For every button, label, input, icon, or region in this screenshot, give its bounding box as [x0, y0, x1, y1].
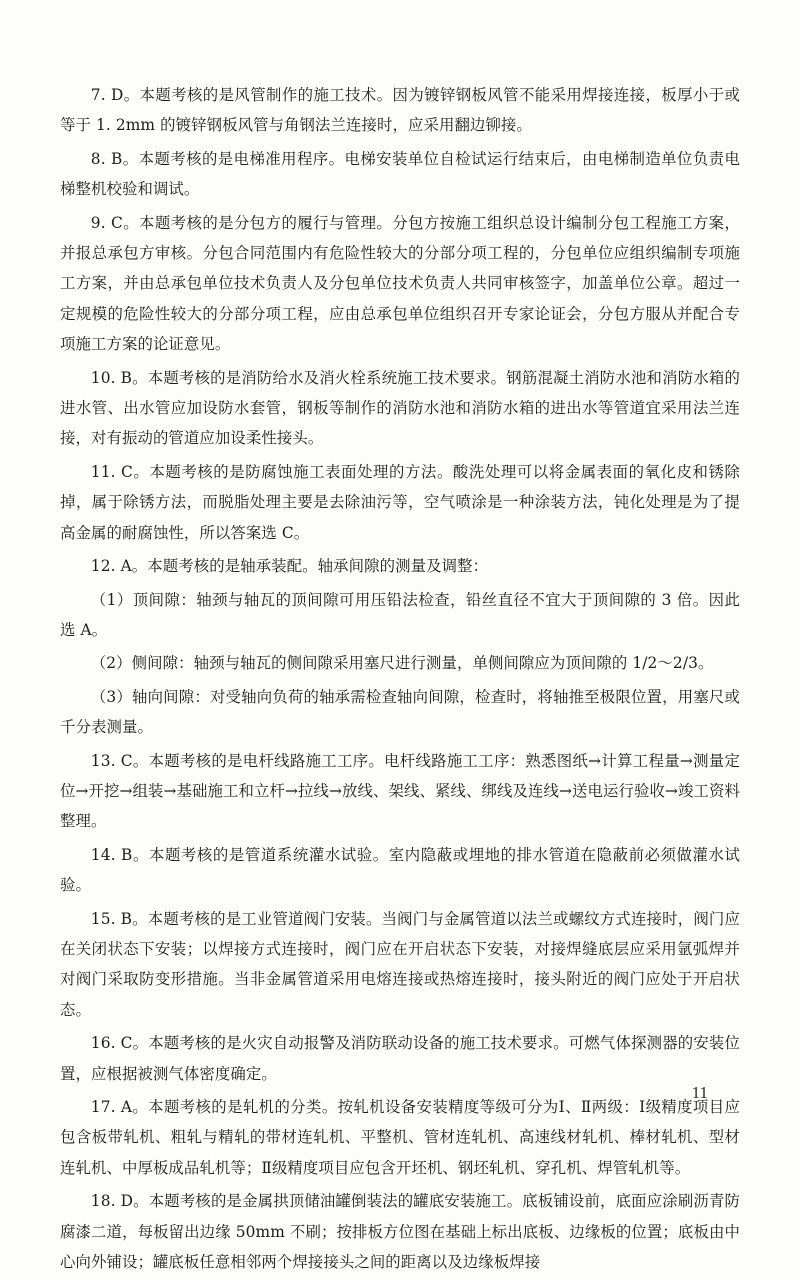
- answer-18: 18. D。本题考核的是金属拱顶储油罐倒装法的罐底安装施工。底板铺设前，底面应涂刷沥青防腐漆二道，每板留出边缘 50mm 不刷；按排板方位图在基础上标出底板、边缘板的位置；底板由中心向外铺设；罐底板任意相邻两个焊接接头之间的距离以及边缘板焊接: [60, 1192, 740, 1272]
- answer-11: 11. C。本题考核的是防腐蚀施工表面处理的方法。酸洗处理可以将金属表面的氧化皮和锈除掉，属于除锈方法，而脱脂处理主要是去除油污等，空气喷涂是一种涂装方法，钝化处理是为了提高金属的耐腐蚀性，所以答案选 C。: [60, 462, 740, 542]
- answer-12-axial-clearance: （3）轴向间隙：对受轴向负荷的轴承需检查轴向间隙，检查时，将轴推至极限位置，用塞尺或千分表测量。: [60, 687, 740, 737]
- answer-15: 15. B。本题考核的是工业管道阀门安装。当阀门与金属管道以法兰或螺纹方式连接时，阀门应在关闭状态下安装；以焊接方式连接时，阀门应在开启状态下安装，对接焊缝底层应采用氩弧焊并对阀门采取防变形措施。当非金属管道采用电熔连接或热熔连接时，接头附近的阀门应处于开启状态。: [60, 909, 740, 1019]
- answer-12: 12. A。本题考核的是轴承装配。轴承间隙的测量及调整：: [90, 557, 489, 576]
- answer-12-top-clearance: （1）顶间隙：轴颈与轴瓦的顶间隙可用压铅法检查，铅丝直径不宜大于顶间隙的 3 倍。因此选 A。: [60, 590, 740, 639]
- answer-8: 8. B。本题考核的是电梯准用程序。电梯安装单位自检试运行结束后，由电梯制造单位负责电梯整机校验和调试。: [60, 149, 740, 199]
- answer-14: 14. B。本题考核的是管道系统灌水试验。室内隐蔽或埋地的排水管道在隐蔽前必须做灌水试验。: [60, 845, 740, 895]
- answer-7: 7. D。本题考核的是风管制作的施工技术。因为镀锌钢板风管不能采用焊接连接，板厚小于或等于 1. 2mm 的镀锌钢板风管与角钢法兰连接时，应采用翻边铆接。: [60, 86, 740, 135]
- answer-explanations: [60, 80, 740, 1280]
- answer-17: 17. A。本题考核的是轧机的分类。按轧机设备安装精度等级可分为Ⅰ、Ⅱ两级：Ⅰ级精度项目应包含板带轧机、粗轧与精轧的带材连轧机、平整机、管材连轧机、高速线材轧机、棒材轧机、型材连轧机、中厚板成品轧机等；Ⅱ级精度项目应包含开坯机、钢坯轧机、穿孔机、焊管轧机等。: [60, 1098, 740, 1177]
- page-number: 11: [691, 1083, 708, 1102]
- answer-9: 9. C。本题考核的是分包方的履行与管理。分包方按施工组织总设计编制分包工程施工方案，并报总承包方审核。分包合同范围内有危险性较大的分部分项工程的，分包单位应组织编制专项施工方案，并由总承包单位技术负责人及分包单位技术负责人共同审核签字，加盖单位公章。超过一定规模的危险性较大的分部分项工程，应由总承包单位组织召开专家论证会，分包方服从并配合专项施工方案的论证意见。: [60, 213, 740, 354]
- answer-10: 10. B。本题考核的是消防给水及消火栓系统施工技术要求。钢筋混凝土消防水池和消防水箱的进水管、出水管应加设防水套管，钢板等制作的消防水池和消防水箱的进出水等管道宜采用法兰连接，对有振动的管道应加设柔性接头。: [60, 368, 740, 448]
- answer-12-side-clearance: （2）侧间隙：轴颈与轴瓦的侧间隙采用塞尺进行测量，单侧间隙应为顶间隙的 1/2～2/3。: [90, 654, 714, 673]
- answer-16: 16. C。本题考核的是火灾自动报警及消防联动设备的施工技术要求。可燃气体探测器的安装位置，应根据被测气体密度确定。: [60, 1034, 740, 1083]
- answer-13: 13. C。本题考核的是电杆线路施工工序。电杆线路施工工序：熟悉图纸→计算工程量→测量定位→开挖→组装→基础施工和立杆→拉线→放线、架线、紧线、绑线及连线→送电运行验收→竣工资料整理。: [60, 751, 740, 831]
